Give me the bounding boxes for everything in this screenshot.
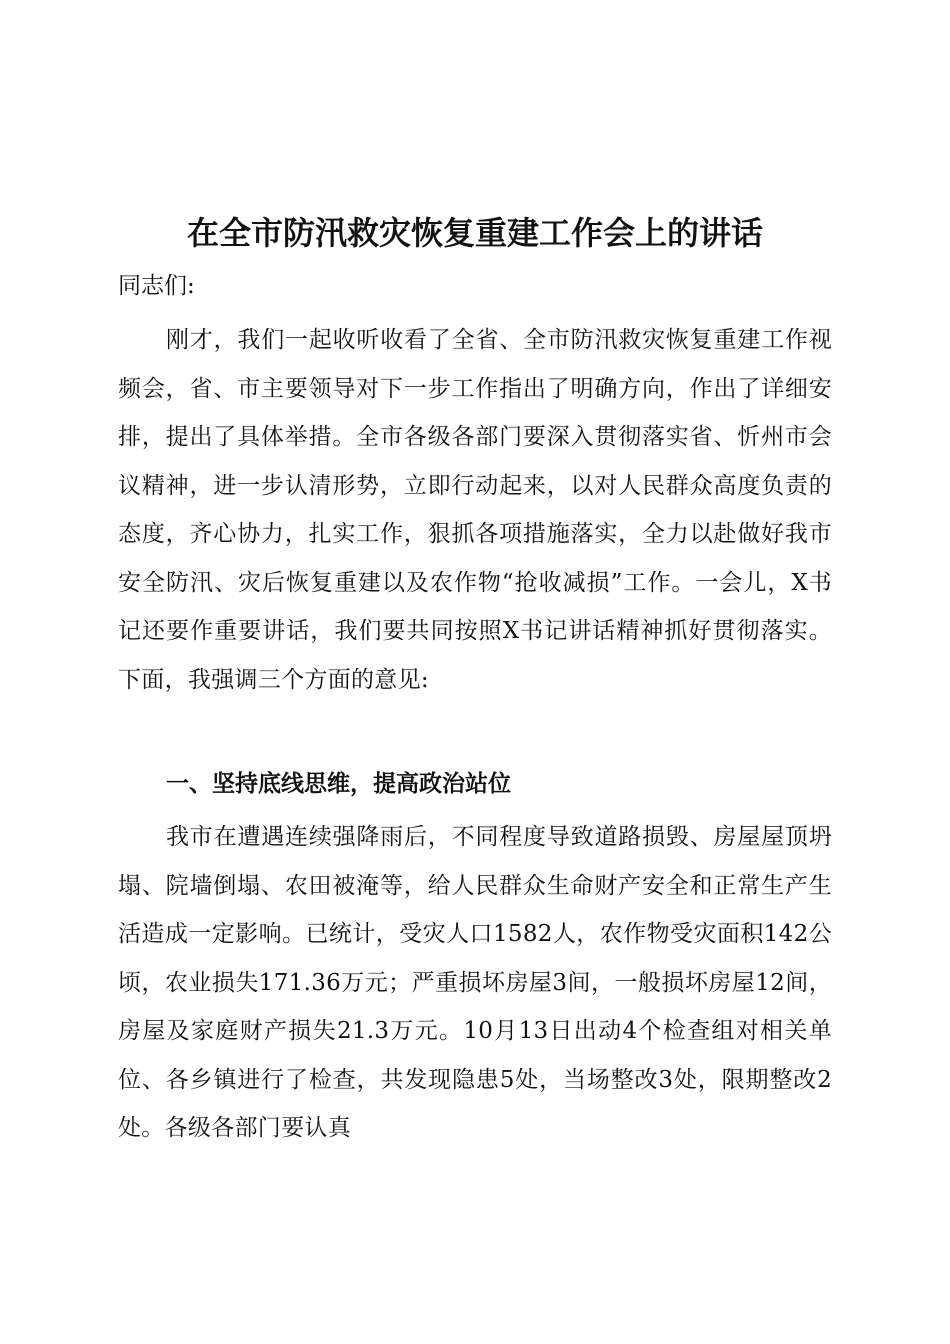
salutation: 同志们: <box>118 273 195 299</box>
body-paragraph-1: 刚才，我们一起收听收看了全省、全市防汛救灾恢复重建工作视频会，省、市主要领导对下一步工作指出了明确方向，作出了详细安排，提出了具体举措。全市各级各部门要深入贯彻落实省、忻州市会议精神，进一步认清形势，立即行动起来，以对人民群众高度负责的态度，齐心协力，扎实工作，狠抓各项措施落实，全力以赴做好我市安全防汛、灾后恢复重建以及农作物“抢收减损”工作。一会儿，X书记还要作重要讲话，我们要共同按照X书记讲话精神抓好贯彻落实。下面，我强调三个方面的意见: <box>118 327 832 693</box>
document-title: 在全市防汛救灾恢复重建工作会上的讲话 <box>186 214 763 253</box>
body-paragraph-2: 我市在遭遇连续强降雨后，不同程度导致道路损毁、房屋屋顶坍塌、院墙倒塌、农田被淹等，给人民群众生命财产安全和正常生产生活造成一定影响。已统计，受灾人口1582人，农作物受灾面积142公顷，农业损失171.36万元；严重损坏房屋3间，一般损坏房屋12间，房屋及家庭财产损失21.3万元。10月13日出动4个检查组对相关单位、各乡镇进行了检查，共发现隐患5处，当场整改3处，限期整改2处。各级各部门要认真 <box>118 824 832 1141</box>
section-heading: 一、坚持底线思维，提高政治站位 <box>166 771 511 797</box>
